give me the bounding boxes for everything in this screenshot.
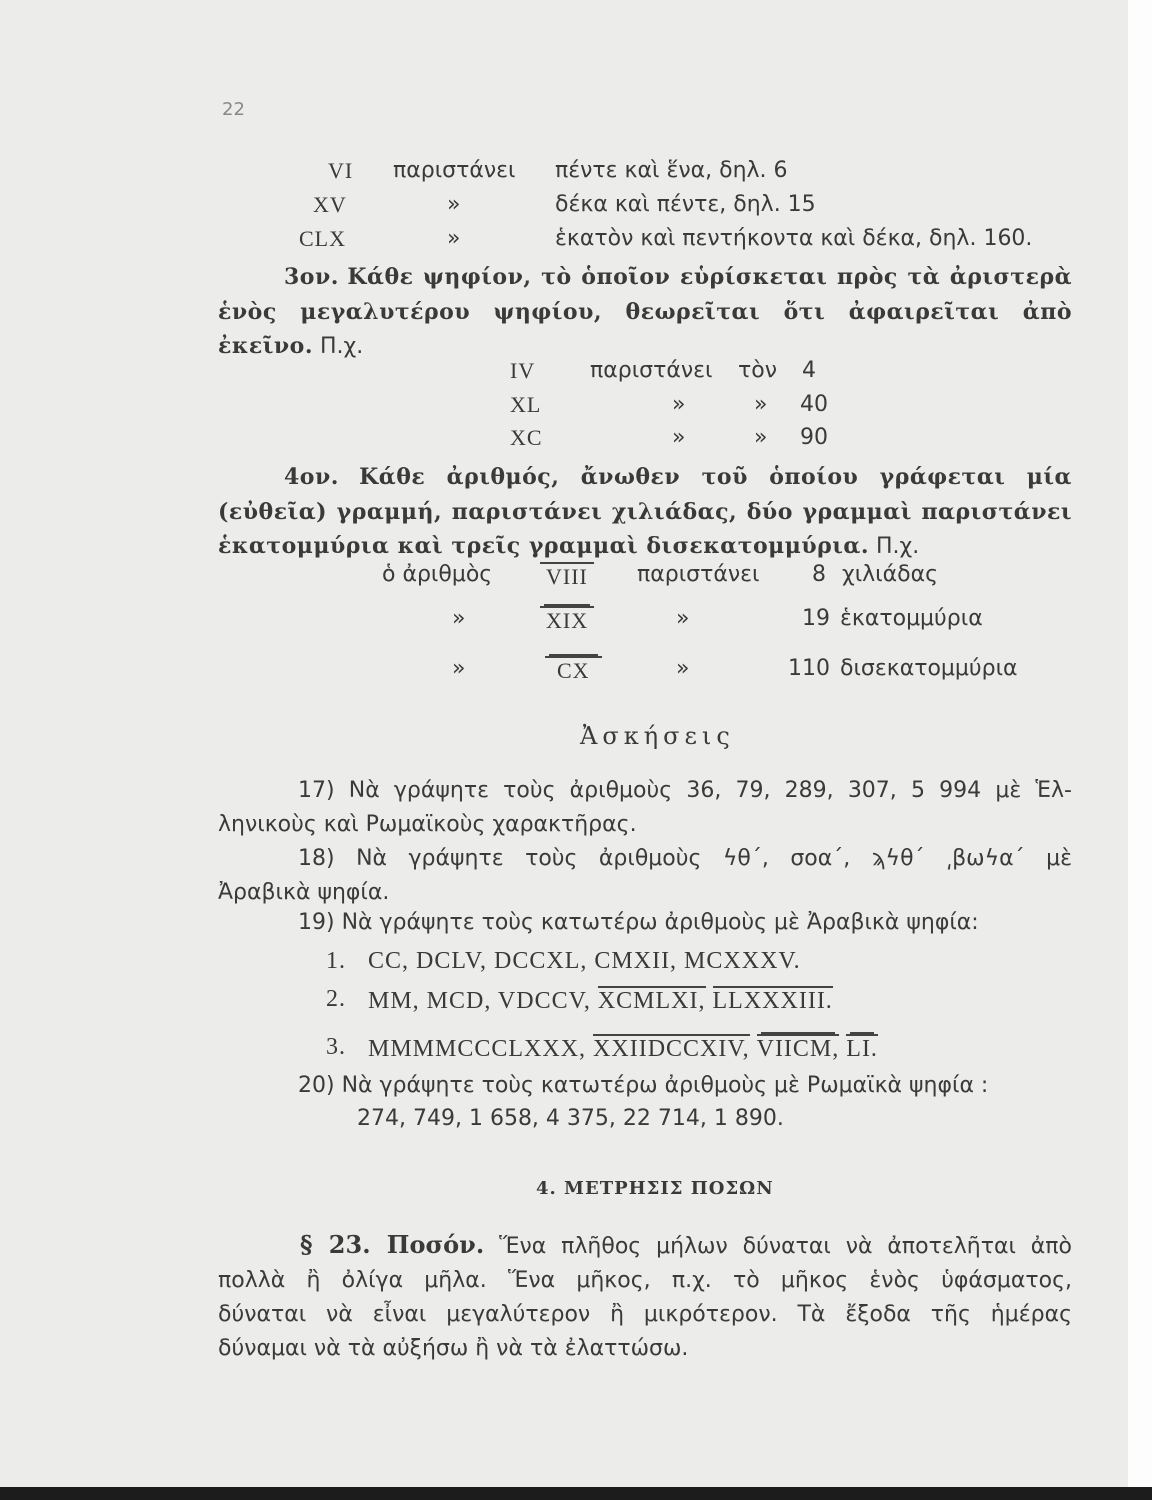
example-value: 110 xyxy=(788,656,830,681)
example-numeral: IV xyxy=(510,358,536,383)
rule4-line: Κάθε ἀριθμός, ἄνωθεν τοῦ ὁποίου γράφεται μία xyxy=(359,464,1072,490)
example-verb: » xyxy=(676,656,690,681)
example-lead: » xyxy=(452,656,466,681)
example-article: τὸν xyxy=(738,358,777,383)
example-unit: δισεκατομμύρια xyxy=(840,656,1018,681)
exercise-20: 20) Νὰ γράψητε τοὺς κατωτέρω ἀριθμοὺς μὲ Ρωμαϊκὰ ψηφία : xyxy=(298,1073,989,1098)
example-numeral: XL xyxy=(510,392,542,417)
rule4-lead: 4ον. xyxy=(284,464,339,490)
example-value: 90 xyxy=(800,425,828,450)
rule3-lead: 3ον. xyxy=(284,264,339,290)
overlined-roman-number: LLXXXIII. xyxy=(712,988,833,1014)
overlined-roman-number: XCMLXI, xyxy=(597,988,706,1014)
example-unit: ἑκατομμύρια xyxy=(840,606,983,631)
example-unit: χιλιάδας xyxy=(842,562,938,587)
example-lead: » xyxy=(452,606,466,631)
scan-bottom-edge xyxy=(0,1487,1152,1500)
example-meaning: ἑκατὸν καὶ πεντήκοντα καὶ δέκα, δηλ. 160. xyxy=(555,226,1033,251)
roman-number: MMMMCCCLXXX, xyxy=(368,1036,587,1062)
paragraph-line: δύναμαι νὰ τὰ αὐξήσω ἢ νὰ τὰ ἐλαττώσω. xyxy=(218,1336,689,1361)
exercise-18 xyxy=(218,842,1072,910)
rule4-line: ἑκατομμύρια καὶ τρεῖς γραμμαὶ δισεκατομμύρια. xyxy=(218,533,870,559)
exercise-20-numbers: 274, 749, 1 658, 4 375, 22 714, 1 890. xyxy=(357,1106,784,1131)
scan-margin xyxy=(1128,0,1152,1500)
example-verb: » xyxy=(447,192,461,217)
triple-overlined-numeral: CX xyxy=(545,656,602,684)
example-verb: παριστάνει xyxy=(590,358,713,383)
item-number: 1. xyxy=(326,948,346,974)
triple-overlined-roman-number: LI. xyxy=(846,1036,878,1062)
paragraph-label: § 23. Ποσόν. xyxy=(300,1230,485,1259)
example-numeral: VI xyxy=(328,158,354,183)
item-number: 3. xyxy=(326,1034,346,1060)
paragraph-line: Ἕνα πλῆθος μήλων δύναται νὰ ἀποτελῆται ἀπὸ xyxy=(499,1234,1072,1259)
example-verb: » xyxy=(672,392,686,417)
example-value: 40 xyxy=(800,392,828,417)
exercise-17 xyxy=(218,774,1072,842)
rule3-paragraph xyxy=(218,260,1072,364)
rule3-eg: Π.χ. xyxy=(319,334,364,359)
double-overlined-roman-number: VIICM, xyxy=(756,1036,840,1062)
example-article: » xyxy=(754,392,768,417)
paragraph-23 xyxy=(218,1228,1072,1366)
example-value: 8 xyxy=(812,562,826,587)
example-verb: » xyxy=(672,425,686,450)
example-value: 4 xyxy=(802,358,816,383)
example-verb: παριστάνει xyxy=(393,158,516,183)
rule3-line: Κάθε ψηφίον, τὸ ὁποῖον εὑρίσκεται πρὸς τὰ ἀριστερὰ xyxy=(347,264,1073,290)
rule4-line: (εὐθεῖα) γραμμή, παριστάνει χιλιάδας, δύο γραμμαὶ παριστάνει xyxy=(218,499,1072,525)
exercise-line: 18) Νὰ γράψητε τοὺς ἀριθμοὺς ϟθ´, σοα´, ϡϟθ´ ͵βωϟα´ μὲ xyxy=(298,846,1072,871)
example-numeral: XC xyxy=(510,425,543,450)
exercise-line: ληνικοὺς καὶ Ρωμαϊκοὺς χαρακτῆρας. xyxy=(218,812,637,837)
paragraph-line: πολλὰ ἢ ὀλίγα μῆλα. Ἕνα μῆκος, π.χ. τὸ μῆκος ἑνὸς ὑφάσματος, xyxy=(218,1268,1072,1293)
rule3-line: ἑνὸς μεγαλυτέρου ψηφίου, θεωρεῖται ὅτι ἀφαιρεῖται ἀπὸ xyxy=(218,299,1072,325)
example-article: » xyxy=(754,425,768,450)
page-number: 22 xyxy=(222,99,245,120)
example-numeral: CLX xyxy=(299,226,346,251)
rule3-line: ἐκεῖνο. xyxy=(218,333,313,359)
item-number: 2. xyxy=(326,986,346,1012)
rule4-eg: Π.χ. xyxy=(876,534,920,559)
example-verb: παριστάνει xyxy=(637,562,760,587)
overlined-roman-number: XXIIDCCXIV, xyxy=(593,1036,750,1062)
example-numeral: XV xyxy=(313,192,347,217)
example-lead: ὁ ἀριθμὸς xyxy=(382,562,493,587)
rule4-paragraph xyxy=(218,460,1072,564)
example-verb: » xyxy=(676,606,690,631)
roman-list xyxy=(368,986,833,1015)
double-overlined-numeral: XIX xyxy=(540,606,594,634)
roman-number: MM, MCD, VDCCV, xyxy=(368,988,591,1014)
paragraph-line: δύναται νὰ εἶναι μεγαλύτερον ἢ μικρότερον. Τὰ ἔξοδα τῆς ἡμέρας xyxy=(218,1302,1072,1327)
overlined-numeral: VIII xyxy=(540,562,594,590)
roman-list: CC, DCLV, DCCXL, CMXII, MCXXXV. xyxy=(368,948,801,974)
section-heading: 4. ΜΕΤΡΗΣΙΣ ΠΟΣΩΝ xyxy=(536,1178,774,1199)
example-meaning: δέκα καὶ πέντε, δηλ. 15 xyxy=(555,192,816,217)
exercise-line: 17) Νὰ γράψητε τοὺς ἀριθμοὺς 36, 79, 289, 307, 5 994 μὲ Ἑλ- xyxy=(298,778,1072,803)
exercise-line: Ἀραβικὰ ψηφία. xyxy=(218,880,390,905)
roman-list xyxy=(368,1034,878,1063)
exercise-19: 19) Νὰ γράψητε τοὺς κατωτέρω ἀριθμοὺς μὲ Ἀραβικὰ ψηφία: xyxy=(298,910,979,935)
exercises-heading: Ἀσκήσεις xyxy=(580,722,735,750)
example-value: 19 xyxy=(802,606,830,631)
example-meaning: πέντε καὶ ἕνα, δηλ. 6 xyxy=(555,158,788,183)
example-verb: » xyxy=(447,226,461,251)
